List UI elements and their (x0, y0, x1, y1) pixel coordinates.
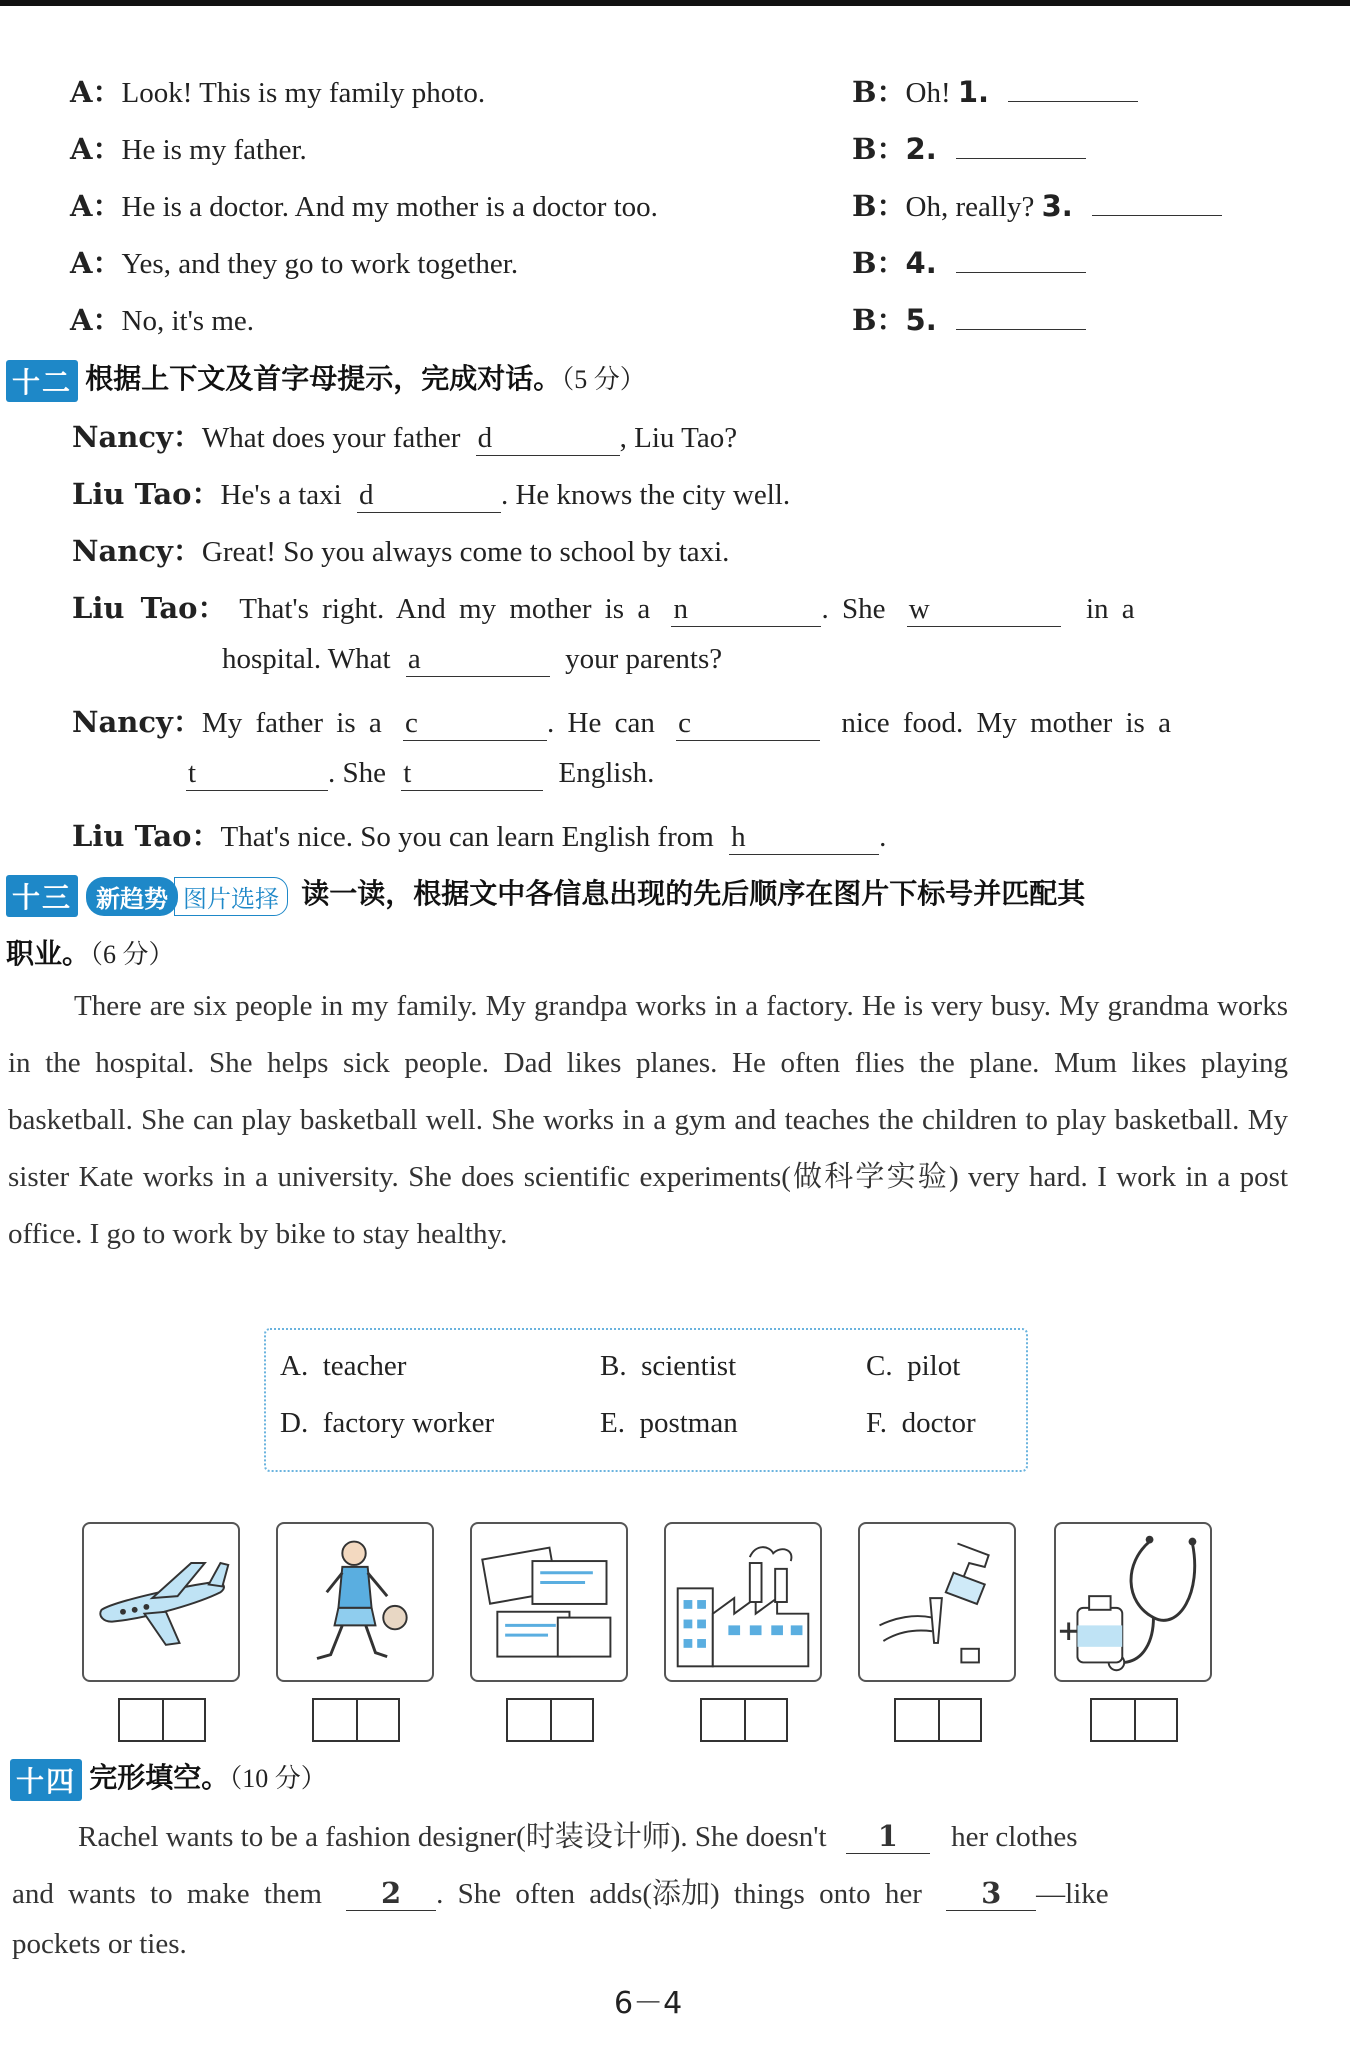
basketball-player-icon (278, 1524, 432, 1680)
reading-passage: There are six people in my family. My grandpa works in a factory. He is very busy. My grandma works in the hospital. She helps sick people. Dad likes planes. He often flies the plane. Mum likes playing basketball. She can play basketball well. She works in a gym and teaches the children to play basketball. My sister Kate works in a university. She does scientific experiments(做科学实验) very hard. I work in a post office. I go to work by bike to stay healthy. (8, 990, 1288, 1250)
s12-line-5: hospital. What a your parents? (222, 643, 723, 675)
dialog-line-a1: A：Look! This is my family photo. (70, 75, 486, 109)
answer-blank-5[interactable] (956, 329, 1086, 330)
answer-box-2[interactable] (312, 1698, 400, 1742)
section-score: （6 分） (90, 940, 175, 969)
airplane-icon (84, 1524, 238, 1680)
question-type-tag: 图片选择 (174, 877, 288, 916)
s12-line-4: Liu Tao： That's right. And my mother is a n . She w in a (72, 591, 1135, 625)
section-13-header (6, 872, 1085, 917)
section-13-header-cont: 职业。（6 分） (6, 937, 175, 970)
section-score: （5 分） (561, 365, 646, 394)
section-number-badge: 十二 (6, 360, 78, 402)
option-a: A. teacher (280, 1350, 407, 1382)
option-e: E. postman (600, 1407, 738, 1439)
option-d: D. factory worker (280, 1407, 495, 1439)
option-f: F. doctor (866, 1407, 976, 1439)
answer-blank-4[interactable] (956, 272, 1086, 273)
top-border (0, 0, 1350, 6)
factory-icon (666, 1524, 820, 1680)
cloze-line-2: and wants to make them 2 . She often adds(添加) things onto her 3 —like (12, 1876, 1109, 1910)
s12-line-1: Nancy：What does your father d , Liu Tao? (72, 420, 738, 454)
dialog-line-b1: B：Oh! 1. (852, 70, 1138, 111)
experiment-icon (860, 1524, 1014, 1680)
trend-pill: 新趋势 (86, 877, 178, 916)
cloze-line-1: Rachel wants to be a fashion designer(时装设计师). She doesn't 1 her clothes (78, 1819, 1078, 1853)
answer-blank-3[interactable] (1092, 215, 1222, 216)
section-title: 根据上下文及首字母提示，完成对话。 (85, 362, 562, 395)
section-14-header (10, 1756, 327, 1801)
stethoscope-picture (1054, 1522, 1212, 1682)
cloze-blank-1[interactable]: 1 (846, 1819, 930, 1854)
cloze-line-3: pockets or ties. (12, 1928, 187, 1960)
section-number-badge: 十三 (6, 875, 78, 917)
cloze-blank-2[interactable]: 2 (346, 1876, 436, 1911)
factory-picture (664, 1522, 822, 1682)
fill-blank[interactable]: w (907, 593, 1061, 627)
fill-blank[interactable]: c (403, 707, 547, 741)
stethoscope-icon (1056, 1524, 1210, 1680)
option-c: C. pilot (866, 1350, 961, 1382)
answer-box-1[interactable] (118, 1698, 206, 1742)
experiment-picture (858, 1522, 1016, 1682)
dialog-line-a4: A：Yes, and they go to work together. (70, 246, 519, 280)
fill-blank[interactable]: h (729, 821, 879, 855)
s12-line-7: t . She t English. (188, 757, 655, 789)
dialog-line-a5: A：No, it's me. (70, 303, 255, 337)
answer-box-3[interactable] (506, 1698, 594, 1742)
answer-box-4[interactable] (700, 1698, 788, 1742)
option-b: B. scientist (600, 1350, 737, 1382)
s12-line-6: Nancy：My father is a c . He can c nice food. My mother is a (72, 705, 1171, 739)
dialog-line-b3: B：Oh, really? 3. (852, 184, 1222, 225)
fill-blank[interactable]: t (186, 757, 328, 791)
s12-line-8: Liu Tao：That's nice. So you can learn English from h . (72, 819, 887, 853)
dialog-line-a3: A：He is a doctor. And my mother is a doctor too. (70, 189, 658, 223)
answer-box-5[interactable] (894, 1698, 982, 1742)
airplane-picture (82, 1522, 240, 1682)
occupation-options-box (264, 1328, 1028, 1472)
page-number: 6－4 (614, 1986, 683, 2021)
fill-blank[interactable]: t (401, 757, 543, 791)
fill-blank[interactable]: a (406, 643, 550, 677)
letters-picture (470, 1522, 628, 1682)
answer-blank-2[interactable] (956, 158, 1086, 159)
section-title: 完形填空。 (89, 1761, 230, 1794)
section-12-header (6, 357, 646, 402)
section-title: 读一读，根据文中各信息出现的先后顺序在图片下标号并匹配其 (301, 877, 1086, 910)
basketball-player-picture (276, 1522, 434, 1682)
fill-blank[interactable]: n (671, 593, 821, 627)
fill-blank[interactable]: d (357, 479, 501, 513)
letters-icon (472, 1524, 626, 1680)
fill-blank[interactable]: d (476, 422, 620, 456)
dialog-line-b5: B：5. (852, 298, 1086, 339)
cloze-blank-3[interactable]: 3 (946, 1876, 1036, 1911)
s12-line-3: Nancy：Great! So you always come to school by taxi. (72, 534, 730, 568)
section-score: （10 分） (229, 1764, 327, 1793)
fill-blank[interactable]: c (676, 707, 820, 741)
dialog-line-b2: B：2. (852, 127, 1086, 168)
dialog-line-b4: B：4. (852, 241, 1086, 282)
answer-box-6[interactable] (1090, 1698, 1178, 1742)
s12-line-2: Liu Tao：He's a taxi d . He knows the city well. (72, 477, 791, 511)
section-number-badge: 十四 (10, 1759, 82, 1801)
dialog-line-a2: A：He is my father. (70, 132, 307, 166)
answer-blank-1[interactable] (1008, 101, 1138, 102)
